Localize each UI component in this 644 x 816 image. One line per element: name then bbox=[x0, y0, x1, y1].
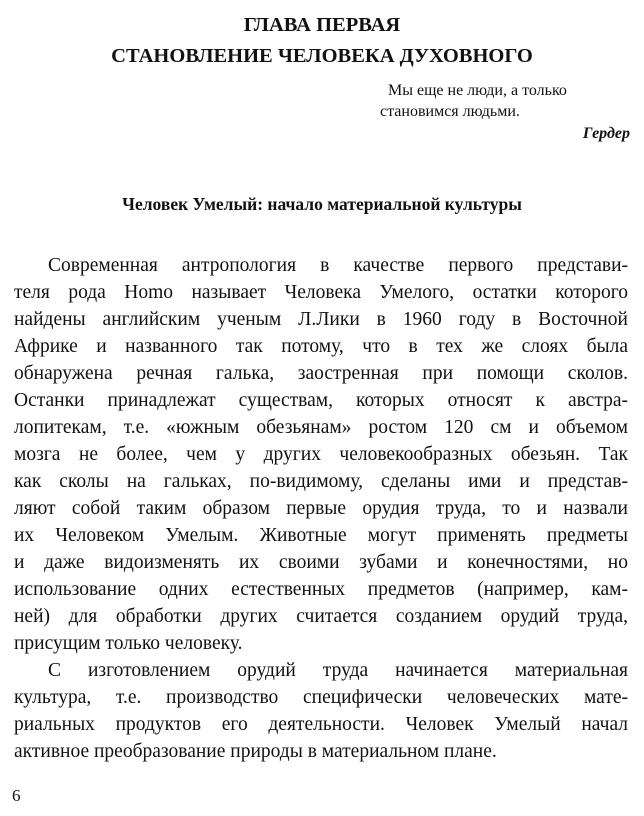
text-line: Современная антропология в качестве первого представи- bbox=[48, 255, 628, 276]
text-line: мозга не более, чем у других человекообразных обезьян. Так bbox=[14, 444, 628, 465]
epigraph bbox=[380, 80, 630, 144]
epigraph-line-2: становимся людьми. bbox=[380, 103, 520, 120]
text-line: риальных продуктов его деятельности. Человек Умелый начал bbox=[14, 714, 628, 735]
text-line: как сколы на гальках, по-видимому, сделаны ими и представ- bbox=[14, 471, 628, 492]
chapter-title-line-1: ГЛАВА ПЕРВАЯ bbox=[243, 14, 401, 36]
page-number: 6 bbox=[12, 786, 21, 805]
text-line: культура, т.е. производство специфически человеческих мате- bbox=[14, 687, 628, 708]
text-line: активное преобразование природы в материальном плане. bbox=[14, 741, 497, 762]
epigraph-author: Гердер bbox=[582, 125, 630, 142]
chapter-title-line-2: СТАНОВЛЕНИЕ ЧЕЛОВЕКА ДУХОВНОГО bbox=[111, 45, 533, 67]
text-line: теля рода Homo называет Человека Умелого, остатки которого bbox=[14, 282, 628, 303]
epigraph-line-1: Мы еще не люди, а только bbox=[388, 82, 567, 99]
text-line: и даже видоизменять их своими зубами и конечностями, но bbox=[14, 552, 628, 573]
text-line: обнаружена речная галька, заостренная при помощи сколов. bbox=[14, 363, 628, 384]
text-line: Африке и названного так потому, что в тех же слоях была bbox=[14, 336, 628, 357]
text-line: их Человеком Умелым. Животные могут применять предметы bbox=[14, 525, 628, 546]
text-line: ней) для обработки других считается созданием орудий труда, bbox=[14, 606, 628, 627]
text-line: ляют собой таким образом первые орудия труда, то и назвали bbox=[14, 498, 628, 519]
paragraph-1 bbox=[14, 252, 628, 657]
paragraph-2 bbox=[14, 657, 628, 765]
text-line: лопитекам, т.е. «южным обезьянам» ростом 120 см и объемом bbox=[14, 417, 628, 438]
section-heading: Человек Умелый: начало материальной культуры bbox=[122, 194, 522, 214]
body-text bbox=[14, 252, 628, 765]
text-line: использование одних естественных предметов (например, кам- bbox=[14, 579, 628, 600]
text-line: присущим только человеку. bbox=[14, 633, 243, 654]
text-line: найдены английским ученым Л.Лики в 1960 году в Восточной bbox=[14, 309, 628, 330]
text-line: Останки принадлежат существам, которых относят к австра- bbox=[14, 390, 628, 411]
text-line: С изготовлением орудий труда начинается материальная bbox=[48, 660, 628, 681]
chapter-heading bbox=[14, 10, 630, 72]
